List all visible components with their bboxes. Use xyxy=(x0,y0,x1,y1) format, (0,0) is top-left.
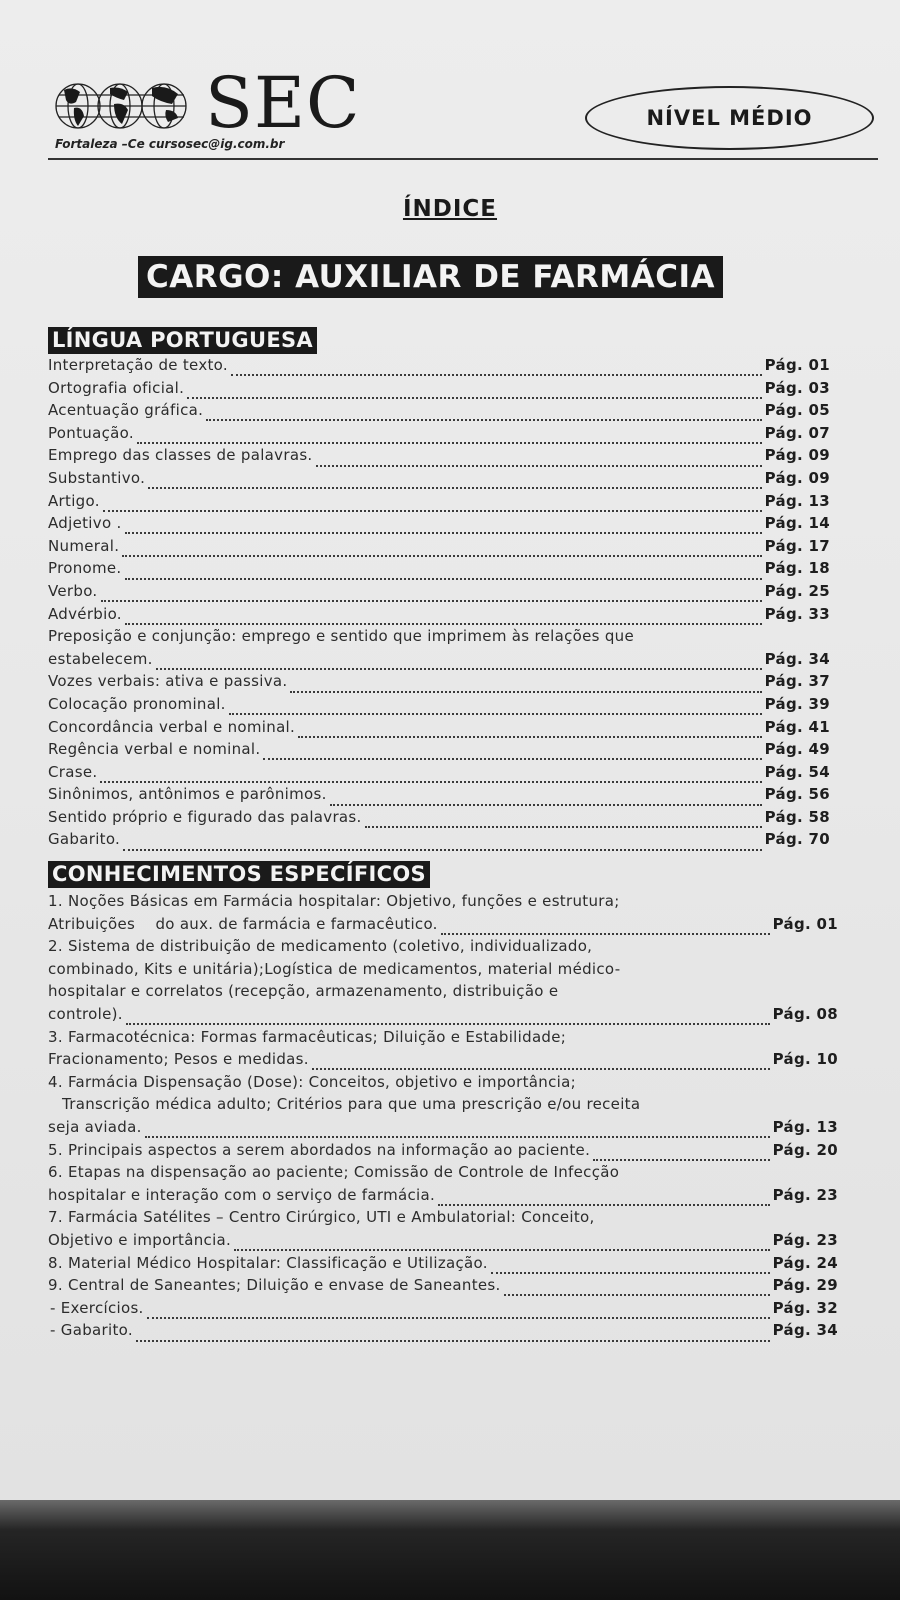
toc-item: - Gabarito. Pág. 34 xyxy=(48,1321,838,1344)
toc-item: hospitalar e interação com o serviço de farmácia. Pág. 23 xyxy=(48,1186,838,1209)
toc-item-continued: 4. Farmácia Dispensação (Dose): Conceitos, objetivo e importância; xyxy=(48,1072,576,1091)
toc-item: Advérbio. Pág. 33 xyxy=(48,605,830,628)
toc-item: Numeral. Pág. 17 xyxy=(48,537,830,560)
header-divider xyxy=(48,158,878,160)
toc-item-continued: 3. Farmacotécnica: Formas farmacêuticas; Diluição e Estabilidade; xyxy=(48,1027,567,1046)
toc-item: 5. Principais aspectos a serem abordados na informação ao paciente. Pág. 20 xyxy=(48,1141,838,1164)
toc-item: Atribuições do aux. de farmácia e farmacêutico. Pág. 01 xyxy=(48,915,838,938)
toc-item: Vozes verbais: ativa e passiva. Pág. 37 xyxy=(48,672,830,695)
toc-item: Colocação pronominal. Pág. 39 xyxy=(48,695,830,718)
section-heading-especificos: CONHECIMENTOS ESPECÍFICOS xyxy=(48,861,430,888)
toc-item: estabelecem. Pág. 34 xyxy=(48,650,830,673)
toc-conhecimentos-especificos xyxy=(48,892,838,1344)
toc-item: Interpretação de texto. Pág. 01 xyxy=(48,356,830,379)
toc-item-continued: 2. Sistema de distribuição de medicamento (coletivo, individualizado, xyxy=(48,937,593,956)
toc-item: Adjetivo . Pág. 14 xyxy=(48,514,830,537)
toc-item: Emprego das classes de palavras. Pág. 09 xyxy=(48,446,830,469)
toc-item: Sentido próprio e figurado das palavras. Pág. 58 xyxy=(48,808,830,831)
toc-lingua-portuguesa xyxy=(48,356,830,853)
toc-item: Pontuação. Pág. 07 xyxy=(48,424,830,447)
toc-item: Acentuação gráfica. Pág. 05 xyxy=(48,401,830,424)
toc-item: Gabarito. Pág. 70 xyxy=(48,830,830,853)
toc-item-continued: Preposição e conjunção: emprego e sentido que imprimem às relações que xyxy=(48,627,634,646)
toc-item: seja aviada. Pág. 13 xyxy=(48,1118,838,1141)
logo-text: SEC xyxy=(205,62,361,144)
toc-item: Objetivo e importância. Pág. 23 xyxy=(48,1231,838,1254)
toc-item: Ortografia oficial. Pág. 03 xyxy=(48,379,830,402)
cargo-title: CARGO: AUXILIAR DE FARMÁCIA xyxy=(138,256,723,298)
toc-item: controle). Pág. 08 xyxy=(48,1005,838,1028)
toc-item-continued: combinado, Kits e unitária);Logística de medicamentos, material médico- xyxy=(48,959,621,978)
level-badge: NÍVEL MÉDIO xyxy=(585,86,874,150)
toc-item-continued: 1. Noções Básicas em Farmácia hospitalar: Objetivo, funções e estrutura; xyxy=(48,892,620,910)
toc-item: Regência verbal e nominal. Pág. 49 xyxy=(48,740,830,763)
toc-item-continued: 6. Etapas na dispensação ao paciente; Comissão de Controle de Infecção xyxy=(48,1163,620,1182)
toc-item: Crase. Pág. 54 xyxy=(48,763,830,786)
toc-item: Verbo. Pág. 25 xyxy=(48,582,830,605)
toc-item: Fracionamento; Pesos e medidas. Pág. 10 xyxy=(48,1050,838,1073)
toc-item-continued: Transcrição médica adulto; Critérios para que uma prescrição e/ou receita xyxy=(62,1095,641,1114)
background-surface xyxy=(0,1500,900,1600)
toc-item: - Exercícios. Pág. 32 xyxy=(48,1299,838,1322)
toc-item: Pronome. Pág. 18 xyxy=(48,559,830,582)
toc-item: Artigo. Pág. 13 xyxy=(48,492,830,515)
toc-item-continued: hospitalar e correlatos (recepção, armazenamento, distribuição e xyxy=(48,982,559,1001)
toc-item: 9. Central de Saneantes; Diluição e envase de Saneantes. Pág. 29 xyxy=(48,1276,838,1299)
toc-item: Sinônimos, antônimos e parônimos. Pág. 56 xyxy=(48,785,830,808)
toc-item: Substantivo. Pág. 09 xyxy=(48,469,830,492)
toc-item: 8. Material Médico Hospitalar: Classificação e Utilização. Pág. 24 xyxy=(48,1254,838,1277)
toc-item: Concordância verbal e nominal. Pág. 41 xyxy=(48,718,830,741)
index-title: ÍNDICE xyxy=(402,196,498,222)
logo-contact: Fortaleza –Ce cursosec@ig.com.br xyxy=(55,137,285,151)
toc-item-continued: 7. Farmácia Satélites – Centro Cirúrgico, UTI e Ambulatorial: Conceito, xyxy=(48,1208,595,1227)
section-heading-lingua: LÍNGUA PORTUGUESA xyxy=(48,327,317,354)
globe-logo-icon xyxy=(54,76,194,134)
